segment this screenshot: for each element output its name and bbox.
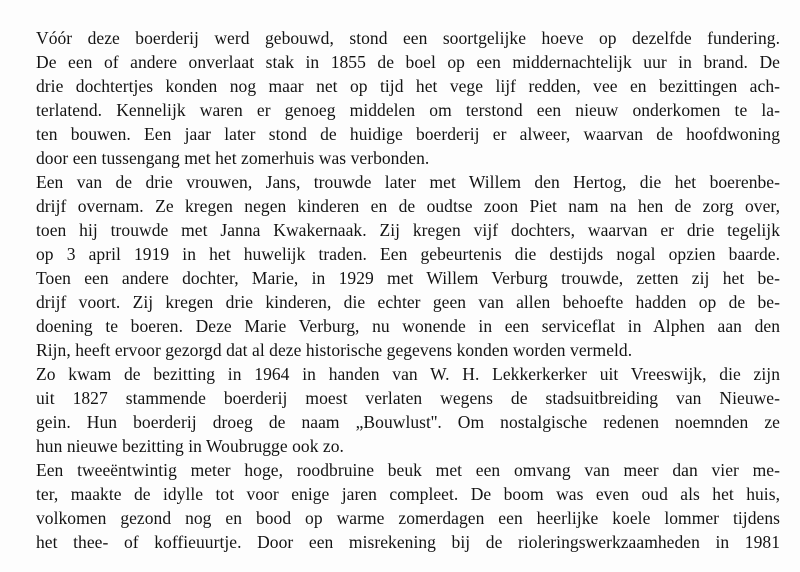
text-line: Zo kwam de bezitting in 1964 in handen van W. H. Lekkerkerker uit Vreeswijk, die zijn xyxy=(36,364,780,384)
text-line: op 3 april 1919 in het huwelijk traden. Een gebeurtenis die destijds nogal opzien baarde. xyxy=(36,244,780,264)
text-line: doening te boeren. Deze Marie Verburg, nu wonende in een serviceflat in Alphen aan den xyxy=(36,316,780,336)
text-line: toen hij trouwde met Janna Kwakernaak. Zij kregen vijf dochters, waarvan er drie tegelijk xyxy=(36,220,780,240)
text-line: gein. Hun boerderij droeg de naam „Bouwlust''. Om nostalgische redenen noemnden ze xyxy=(36,412,780,432)
text-line: drie dochtertjes konden nog maar net op tijd het vege lijf redden, vee en bezittingen ach- xyxy=(36,76,780,96)
text-line: Rijn, heeft ervoor gezorgd dat al deze historische gegevens konden worden vermeld. xyxy=(36,340,633,360)
text-line: Vóór deze boerderij werd gebouwd, stond een soortgelijke hoeve op dezelfde fundering. xyxy=(36,28,780,48)
text-line: drijf voort. Zij kregen drie kinderen, die echter geen van allen behoefte hadden op de be- xyxy=(36,292,780,312)
text-line: terlatend. Kennelijk waren er genoeg middelen om terstond een nieuw onderkomen te la- xyxy=(36,100,780,120)
text-line: Toen een andere dochter, Marie, in 1929 met Willem Verburg trouwde, zetten zij het be- xyxy=(36,268,780,288)
body-text xyxy=(36,26,780,554)
text-line: drijf overnam. Ze kregen negen kinderen en de oudtse zoon Piet nam na hen de zorg over, xyxy=(36,196,780,216)
text-line: De een of andere onverlaat stak in 1855 de boel op een middernachtelijk uur in brand. De xyxy=(36,52,780,72)
text-line: ten bouwen. Een jaar later stond de huidige boerderij er alweer, waarvan de hoofdwoning xyxy=(36,124,780,144)
text-line: ter, maakte de idylle tot voor enige jaren compleet. De boom was even oud als het huis, xyxy=(36,484,780,504)
text-line: Een van de drie vrouwen, Jans, trouwde later met Willem den Hertog, die het boerenbe- xyxy=(36,172,780,192)
text-line: door een tussengang met het zomerhuis was verbonden. xyxy=(36,148,430,168)
text-line: het thee- of koffieuurtje. Door een misrekening bij de rioleringswerkzaamheden in 1981 xyxy=(36,532,780,552)
text-line: volkomen gezond nog en bood op warme zomerdagen een heerlijke koele lommer tijdens xyxy=(36,508,780,528)
text-line: uit 1827 stammende boerderij moest verlaten wegens de stadsuitbreiding van Nieuwe- xyxy=(36,388,780,408)
text-line: Een tweeëntwintig meter hoge, roodbruine beuk met een omvang van meer dan vier me- xyxy=(36,460,780,480)
text-line: hun nieuwe bezitting in Woubrugge ook zo. xyxy=(36,436,344,456)
